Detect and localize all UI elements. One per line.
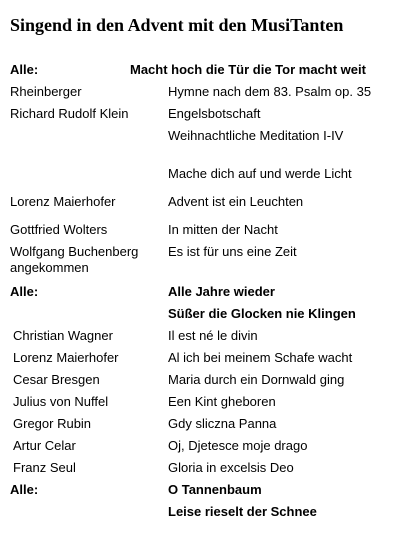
document-title: Singend in den Advent mit den MusiTanten: [10, 15, 344, 35]
composer-cell: Alle:: [10, 482, 39, 497]
piece-title-cell: Il est né le divin: [168, 328, 258, 343]
piece-title-cell: Macht hoch die Tür die Tor macht weit: [130, 62, 366, 77]
piece-title-cell: Advent ist ein Leuchten: [168, 194, 304, 209]
piece-title-cell: Weihnachtliche Meditation I-IV: [168, 128, 344, 143]
composer-cell: Rheinberger: [10, 84, 82, 99]
piece-title-cell: Een Kint gheboren: [168, 394, 276, 409]
piece-title-cell: Oj, Djetesce moje drago: [168, 438, 308, 453]
composer-cell: Gottfried Wolters: [10, 222, 108, 237]
composer-cell: Franz Seul: [13, 460, 76, 475]
piece-title-cell: Al ich bei meinem Schafe wacht: [168, 350, 353, 365]
composer-cell: Artur Celar: [13, 438, 76, 453]
piece-title-cell: Süßer die Glocken nie Klingen: [168, 306, 356, 321]
piece-title-cell: Gdy sliczna Panna: [168, 416, 277, 431]
composer-cell: Lorenz Maierhofer: [13, 350, 119, 365]
piece-title-cell: In mitten der Nacht: [168, 222, 278, 237]
piece-title-cell: Es ist für uns eine Zeit: [168, 244, 297, 259]
composer-cell: Lorenz Maierhofer: [10, 194, 116, 209]
piece-title-cell: Maria durch ein Dornwald ging: [168, 372, 345, 387]
piece-title-cell: Mache dich auf und werde Licht: [168, 166, 352, 181]
piece-title-cell: Gloria in excelsis Deo: [168, 460, 294, 475]
composer-cell: Cesar Bresgen: [13, 372, 100, 387]
piece-title-cell: Leise rieselt der Schnee: [168, 504, 317, 519]
composer-cell: Richard Rudolf Klein: [10, 106, 129, 121]
composer-cell: Alle:: [10, 284, 39, 299]
piece-title-cell: Hymne nach dem 83. Psalm op. 35: [168, 84, 372, 99]
piece-title-cell: Engelsbotschaft: [168, 106, 261, 121]
piece-title-cell: Alle Jahre wieder: [168, 284, 275, 299]
composer-cell: Wolfgang Buchenberg angekommen: [10, 244, 139, 275]
composer-cell: Christian Wagner: [13, 328, 113, 343]
composer-cell: Gregor Rubin: [13, 416, 92, 431]
piece-title-cell: O Tannenbaum: [168, 482, 262, 497]
composer-cell: Julius von Nuffel: [13, 394, 109, 409]
composer-cell: Alle:: [10, 62, 39, 77]
